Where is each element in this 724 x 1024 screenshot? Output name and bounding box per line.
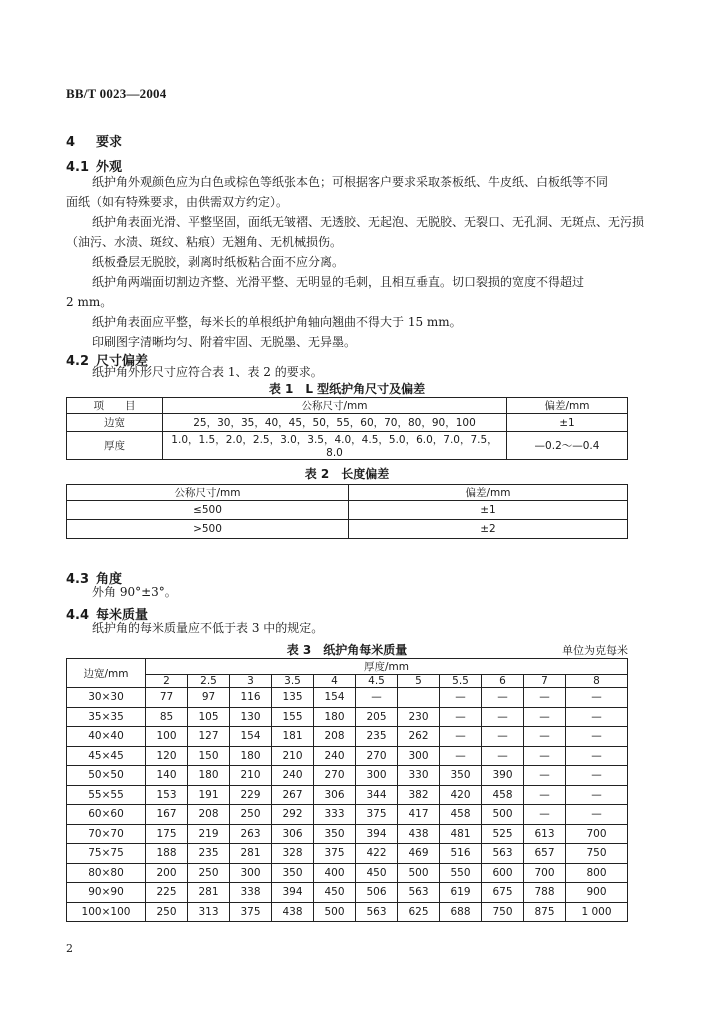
table-cell: 563 [356, 902, 398, 922]
table-cell: 208 [314, 727, 356, 747]
table-cell: — [524, 707, 566, 727]
table-cell: 边宽 [67, 414, 163, 432]
table-cell: 270 [314, 766, 356, 786]
table-cell: 750 [566, 844, 628, 864]
thickness-header-cell: 5.5 [440, 675, 482, 688]
table-cell: ±1 [349, 501, 628, 520]
table-subheader-row [67, 675, 628, 688]
table-cell [398, 688, 440, 708]
row-label-cell: 90×90 [67, 883, 146, 903]
table-cell: 300 [398, 746, 440, 766]
table-cell: — [524, 746, 566, 766]
table-cell: 77 [146, 688, 188, 708]
section-number: 4.1 [66, 160, 90, 175]
table-row [67, 883, 628, 903]
table-cell: ≤500 [67, 501, 349, 520]
table-cell: 208 [188, 805, 230, 825]
table-cell: 306 [314, 785, 356, 805]
thickness-header-cell: 8 [566, 675, 628, 688]
table-cell: 390 [482, 766, 524, 786]
table-cell: 458 [440, 805, 482, 825]
table-cell: 188 [146, 844, 188, 864]
table-cell: 100 [146, 727, 188, 747]
table-cell: 1.0，1.5，2.0，2.5，3.0，3.5，4.0，4.5，5.0，6.0，7.0，7.5，8.0 [163, 432, 507, 460]
table-cell: 338 [230, 883, 272, 903]
header-cell: 边宽/mm [67, 659, 146, 688]
header-cell: 公称尺寸/mm [67, 485, 349, 501]
section-4-heading [66, 131, 122, 150]
table-cell: 210 [230, 766, 272, 786]
table-row [67, 863, 628, 883]
table-cell: 417 [398, 805, 440, 825]
table-cell: 25，30，35，40，45，50，55，60，70，80，90，100 [163, 414, 507, 432]
table-1-caption: 表 1 L 型纸护角尺寸及偏差 [268, 382, 426, 396]
table-2 [66, 484, 628, 539]
table-cell: 458 [482, 785, 524, 805]
table-cell: 180 [230, 746, 272, 766]
table-cell: 225 [146, 883, 188, 903]
paragraph-line: 纸护角外观颜色应为白色或棕色等纸张本色；可根据客户要求采取茶板纸、牛皮纸、白板纸等不同 [92, 175, 609, 189]
table-cell: 400 [314, 863, 356, 883]
table-cell: 350 [272, 863, 314, 883]
table-cell: 250 [230, 805, 272, 825]
table-row [67, 501, 628, 520]
table-cell: 200 [146, 863, 188, 883]
table-row [67, 902, 628, 922]
table-cell: 382 [398, 785, 440, 805]
table-body [67, 688, 628, 922]
table-cell: 563 [398, 883, 440, 903]
table-cell: 500 [398, 863, 440, 883]
paragraph-line: （油污、水渍、斑纹、粘痕）无翘角、无机械损伤。 [66, 235, 343, 249]
table-cell: — [566, 727, 628, 747]
table-cell: 394 [356, 824, 398, 844]
table-cell: 300 [356, 766, 398, 786]
table-header-row [67, 398, 628, 414]
row-label-cell: 60×60 [67, 805, 146, 825]
table-row [67, 520, 628, 539]
table-cell: 450 [356, 863, 398, 883]
table-3-caption: 表 3 纸护角每米质量 [286, 643, 408, 657]
table-cell: 657 [524, 844, 566, 864]
table-cell: — [524, 766, 566, 786]
table-cell: 230 [398, 707, 440, 727]
table-cell: 375 [230, 902, 272, 922]
table-cell: 344 [356, 785, 398, 805]
row-label-cell: 40×40 [67, 727, 146, 747]
table-cell: 127 [188, 727, 230, 747]
table-cell: 700 [566, 824, 628, 844]
table-cell: 219 [188, 824, 230, 844]
table-cell: — [440, 688, 482, 708]
row-label-cell: 75×75 [67, 844, 146, 864]
table-cell: 235 [356, 727, 398, 747]
table-cell: 120 [146, 746, 188, 766]
table-cell: 167 [146, 805, 188, 825]
table-cell: 154 [314, 688, 356, 708]
table-cell: 1 000 [566, 902, 628, 922]
header-cell: 偏差/mm [507, 398, 628, 414]
header-cell: 偏差/mm [349, 485, 628, 501]
table-cell: >500 [67, 520, 349, 539]
table-cell: 229 [230, 785, 272, 805]
table-cell: 350 [314, 824, 356, 844]
thickness-header-cell: 5 [398, 675, 440, 688]
table-cell: 105 [188, 707, 230, 727]
table-row [67, 707, 628, 727]
table-cell: 688 [440, 902, 482, 922]
page-number: 2 [66, 942, 73, 955]
table-cell: 250 [146, 902, 188, 922]
table-row [67, 766, 628, 786]
table-cell: 333 [314, 805, 356, 825]
table-cell: 450 [314, 883, 356, 903]
table-cell: 420 [440, 785, 482, 805]
row-label-cell: 70×70 [67, 824, 146, 844]
paragraph-line: 纸护角表面光滑、平整坚固，面纸无皱褶、无透胶、无起泡、无脱胶、无裂口、无孔洞、无斑点、无污损 [92, 215, 645, 229]
row-label-cell: 30×30 [67, 688, 146, 708]
table-cell: 154 [230, 727, 272, 747]
table-cell: 175 [146, 824, 188, 844]
table-2-caption: 表 2 长度偏差 [304, 467, 390, 481]
thickness-header-cell: 2.5 [188, 675, 230, 688]
table-cell: — [482, 688, 524, 708]
table-cell: — [524, 785, 566, 805]
paragraph-line: 纸护角两端面切割边齐整、光滑平整、无明显的毛刺，且相互垂直。切口裂损的宽度不得超过 [92, 275, 585, 289]
table-cell: 550 [440, 863, 482, 883]
section-title: 外观 [96, 160, 123, 175]
table-row [67, 727, 628, 747]
paragraph-line: 面纸（如有特殊要求，由供需双方约定）。 [66, 195, 289, 209]
paragraph-line: 纸护角的每米质量应不低于表 3 中的规定。 [92, 621, 324, 635]
table-cell: 500 [314, 902, 356, 922]
section-title: 角度 [96, 572, 123, 587]
table-cell: 155 [272, 707, 314, 727]
table-cell: — [566, 805, 628, 825]
section-number: 4.3 [66, 572, 90, 587]
table-row [67, 688, 628, 708]
table-cell: 394 [272, 883, 314, 903]
table-cell: 250 [188, 863, 230, 883]
paragraph-line: 纸护角外形尺寸应符合表 1、表 2 的要求。 [92, 365, 323, 379]
standard-number: BB/T 0023—2004 [66, 86, 167, 101]
table-row [67, 785, 628, 805]
table-cell: — [566, 688, 628, 708]
row-label-cell: 100×100 [67, 902, 146, 922]
header-cell: 项 目 [67, 398, 163, 414]
table-cell: 481 [440, 824, 482, 844]
table-cell: 563 [482, 844, 524, 864]
table-cell: 140 [146, 766, 188, 786]
table-cell: 306 [272, 824, 314, 844]
table-cell: 267 [272, 785, 314, 805]
table-cell: — [524, 688, 566, 708]
row-label-cell: 55×55 [67, 785, 146, 805]
section-title: 要求 [96, 135, 123, 150]
paragraph-line: 印刷图字清晰均匀、附着牢固、无脱墨、无异墨。 [92, 335, 357, 349]
table-cell: 281 [188, 883, 230, 903]
table-cell: — [356, 688, 398, 708]
table-cell: — [566, 707, 628, 727]
paragraph-line: 纸护角表面应平整，每米长的单根纸护角轴向翘曲不得大于 15 mm。 [92, 315, 462, 329]
table-cell: 525 [482, 824, 524, 844]
table-row [67, 432, 628, 460]
table-cell: — [440, 746, 482, 766]
table-cell: ±1 [507, 414, 628, 432]
table-cell: 500 [482, 805, 524, 825]
table-cell: 328 [272, 844, 314, 864]
table-cell: 191 [188, 785, 230, 805]
table-cell: — [566, 766, 628, 786]
table-cell: 270 [356, 746, 398, 766]
table-row [67, 805, 628, 825]
row-label-cell: 80×80 [67, 863, 146, 883]
table-cell: 263 [230, 824, 272, 844]
table-cell: 625 [398, 902, 440, 922]
table-cell: 300 [230, 863, 272, 883]
table-3 [66, 658, 628, 922]
table-cell: ±2 [349, 520, 628, 539]
table-cell: 150 [188, 746, 230, 766]
table-cell: 210 [272, 746, 314, 766]
table-cell: 180 [314, 707, 356, 727]
table-cell: 469 [398, 844, 440, 864]
thickness-header-cell: 2 [146, 675, 188, 688]
table-row [67, 824, 628, 844]
table-cell: 800 [566, 863, 628, 883]
table-cell: —0.2～—0.4 [507, 432, 628, 460]
row-label-cell: 45×45 [67, 746, 146, 766]
thickness-header-cell: 6 [482, 675, 524, 688]
thickness-header-cell: 4 [314, 675, 356, 688]
table-cell: — [440, 707, 482, 727]
table-cell: 875 [524, 902, 566, 922]
table-cell: 130 [230, 707, 272, 727]
header-cell: 公称尺寸/mm [163, 398, 507, 414]
table-cell: 135 [272, 688, 314, 708]
table-cell: 97 [188, 688, 230, 708]
table-row [67, 746, 628, 766]
table-cell: — [482, 746, 524, 766]
thickness-header-cell: 3.5 [272, 675, 314, 688]
section-title: 尺寸偏差 [96, 354, 149, 369]
table-cell: — [566, 785, 628, 805]
table-cell: 900 [566, 883, 628, 903]
table-cell: 422 [356, 844, 398, 864]
table-cell: 116 [230, 688, 272, 708]
table-cell: — [482, 707, 524, 727]
section-number: 4.4 [66, 608, 90, 623]
table-cell: 375 [356, 805, 398, 825]
thickness-header-cell: 7 [524, 675, 566, 688]
table-cell: 85 [146, 707, 188, 727]
table-cell: 厚度 [67, 432, 163, 460]
table-row [67, 844, 628, 864]
table-cell: 438 [272, 902, 314, 922]
table-cell: — [482, 727, 524, 747]
table-cell: 292 [272, 805, 314, 825]
table-cell: 205 [356, 707, 398, 727]
table-cell: — [566, 746, 628, 766]
table-cell: 750 [482, 902, 524, 922]
table-1 [66, 397, 628, 460]
row-label-cell: 35×35 [67, 707, 146, 727]
table-cell: 262 [398, 727, 440, 747]
paragraph-line: 纸板叠层无脱胶，剥离时纸板粘合面不应分离。 [92, 255, 345, 269]
table-cell: 330 [398, 766, 440, 786]
section-number: 4 [66, 135, 76, 150]
table-cell: 181 [272, 727, 314, 747]
table-cell: 313 [188, 902, 230, 922]
table-cell: 619 [440, 883, 482, 903]
paragraph-line: 外角 90°±3°。 [92, 585, 177, 599]
table-cell: 600 [482, 863, 524, 883]
table-cell: 281 [230, 844, 272, 864]
table-cell: 153 [146, 785, 188, 805]
table-cell: 240 [314, 746, 356, 766]
table-cell: 516 [440, 844, 482, 864]
table-header-row [67, 659, 628, 675]
thickness-header-cell: 3 [230, 675, 272, 688]
thickness-header-cell: 4.5 [356, 675, 398, 688]
table-cell: 438 [398, 824, 440, 844]
table-row [67, 414, 628, 432]
section-title: 每米质量 [96, 608, 149, 623]
table-cell: 675 [482, 883, 524, 903]
table-cell: 375 [314, 844, 356, 864]
table-cell: — [524, 727, 566, 747]
table-3-unit: 单位为克每米 [562, 644, 628, 657]
header-cell: 厚度/mm [146, 659, 628, 675]
table-cell: — [440, 727, 482, 747]
table-cell: 788 [524, 883, 566, 903]
table-cell: 240 [272, 766, 314, 786]
table-cell: 350 [440, 766, 482, 786]
table-cell: 613 [524, 824, 566, 844]
table-cell: 506 [356, 883, 398, 903]
table-cell: 235 [188, 844, 230, 864]
table-header-row [67, 485, 628, 501]
table-cell: — [524, 805, 566, 825]
paragraph-line: 2 mm。 [66, 295, 113, 309]
table-cell: 700 [524, 863, 566, 883]
table-cell: 180 [188, 766, 230, 786]
row-label-cell: 50×50 [67, 766, 146, 786]
section-number: 4.2 [66, 354, 90, 369]
